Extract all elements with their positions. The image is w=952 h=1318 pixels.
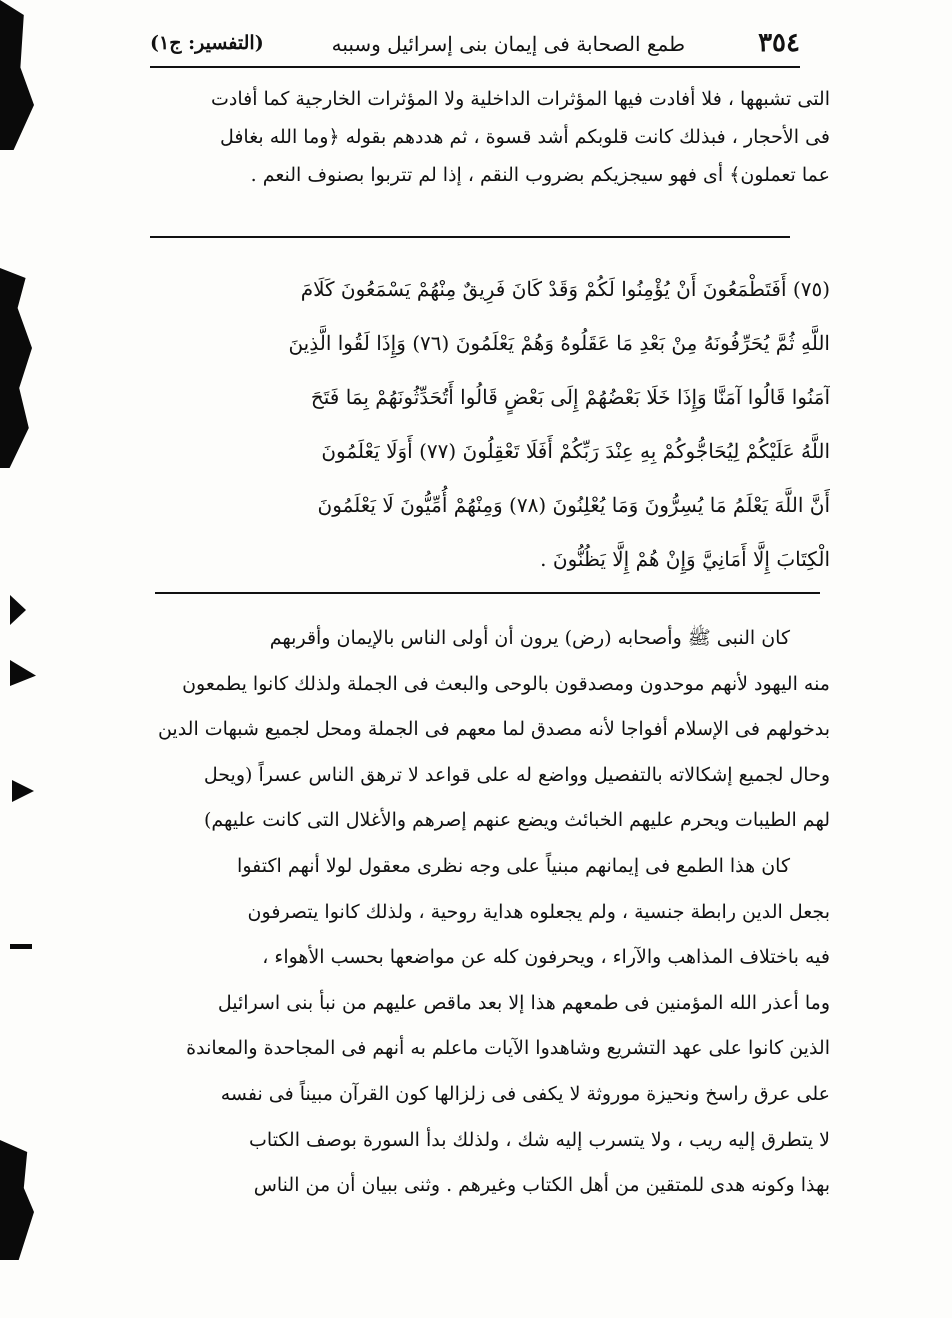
text-line: لا يتطرق إليه ريب ، ولا يتسرب إليه شك ، ولذلك بدأ السورة بوصف الكتاب <box>249 1128 830 1151</box>
text-line: كان هذا الطمع فى إيمانهم مبنياً على وجه نظرى معقول لولا أنهم اكتفوا <box>237 854 790 877</box>
page-number: ٣٥٤ <box>758 28 800 58</box>
text-line: فيه باختلاف المذاهب والآراء ، ويحرفون كله عن مواضعها بحسب الأهواء ، <box>262 946 830 969</box>
verse-line: أَنَّ اللَّهَ يَعْلَمُ مَا يُسِرُّونَ وَمَا يُعْلِنُونَ (٧٨) وَمِنْهُمْ أُمِّيُّونَ لَا يَعْلَمُونَ <box>317 493 830 517</box>
verses-block <box>150 262 830 586</box>
verse-line: آمَنُوا قَالُوا آمَنَّا وَإِذَا خَلَا بَعْضُهُمْ إِلَى بَعْضٍ قَالُوا أَتُحَدِّثُونَهُمْ بِمَا فَتَحَ <box>310 385 830 409</box>
text-line: عما تعملون﴾ أى فهو سيجزيكم بضروب النقم ، إذا لم تتربوا بصنوف النعم . <box>250 164 830 186</box>
text-line: لهم الطيبات ويحرم عليهم الخبائث ويضع عنهم إصرهم والأغلال التى كانت عليهم) <box>203 809 830 832</box>
series-label: (التفسير: ج١) <box>150 32 264 54</box>
text-line: فى الأحجار ، فبذلك كانت قلوبكم أشد قسوة ، ثم هددهم بقوله ﴿وما الله بغافل <box>219 126 830 148</box>
verse-line: (٧٥) أَفَتَطْمَعُونَ أَنْ يُؤْمِنُوا لَكُمْ وَقَدْ كَانَ فَرِيقٌ مِنْهُمْ يَسْمَعُونَ كَلَامَ <box>300 277 830 301</box>
scan-shadow-top <box>0 0 34 150</box>
text-line: على عرق راسخ ونحيزة موروثة لا يكفى فى زلزالها كون القرآن مبيناً فى نفسه <box>220 1082 830 1105</box>
verse-line: الْكِتَابَ إِلَّا أَمَانِيَّ وَإِنْ هُمْ إِلَّا يَظُنُّونَ . <box>540 547 830 571</box>
scan-shadow-mid <box>0 268 32 468</box>
scan-shadow-bottom <box>0 1140 34 1260</box>
section-divider-bottom <box>155 592 820 594</box>
text-line: بجعل الدين رابطة جنسية ، ولم يجعلوه هداية روحية ، ولذلك كانوا يتصرفون <box>247 900 830 923</box>
text-line: وما أعذر الله المؤمنين فى طمعهم هذا إلا بعد ماقص عليهم من نبأ بنى اسرائيل <box>217 991 830 1014</box>
verse-line: اللَّهِ ثُمَّ يُحَرِّفُونَهُ مِنْ بَعْدِ مَا عَقَلُوهُ وَهُمْ يَعْلَمُونَ (٧٦) وَإِذَا لَقُوا الَّذِينَ <box>288 331 830 355</box>
page-header <box>150 22 800 68</box>
scan-shadow-arrow-2 <box>10 660 36 686</box>
text-line: بدخولهم فى الإسلام أفواجا لأنه مصدق لما معهم فى الجملة ومحل لجميع شبهات الدين <box>157 718 830 741</box>
verse-line: اللَّهُ عَلَيْكُمْ لِيُحَاجُّوكُمْ بِهِ عِنْدَ رَبِّكُمْ أَفَلَا تَعْقِلُونَ (٧٧) أَوَلَا يَعْلَمُونَ <box>321 439 830 463</box>
section-divider-top <box>150 236 790 238</box>
commentary-paragraph <box>150 616 830 1209</box>
text-line: كان النبى ﷺ وأصحابه (رض) يرون أن أولى الناس بالإيمان وأقربهم <box>269 627 790 649</box>
scan-shadow-arrow-3 <box>12 780 34 802</box>
running-title: طمع الصحابة فى إيمان بنى إسرائيل وسببه <box>331 32 685 56</box>
intro-paragraph <box>150 80 830 194</box>
text-line: بهذا وكونه هدى للمتقين من أهل الكتاب وغيرهم . وثنى ببيان أن من الناس <box>253 1174 830 1197</box>
text-line: منه اليهود لأنهم موحدون ومصدقون بالوحى والبعث فى الجملة ولذلك كانوا يطمعون <box>182 672 830 695</box>
scan-shadow-arrow-1 <box>10 595 26 625</box>
scan-shadow-bar <box>10 944 32 949</box>
text-line: وحال لجميع إشكالاته بالتفصيل وواضع له على قواعد لا ترهق الناس عسراً (ويحل <box>203 763 830 786</box>
text-line: التى تشبهها ، فلا أفادت فيها المؤثرات الداخلية ولا المؤثرات الخارجية كما أفادت <box>211 88 830 110</box>
text-line: الذين كانوا على عهد التشريع وشاهدوا الآيات ماعلم به أنهم فى المجاحدة والمعاندة <box>186 1037 830 1060</box>
